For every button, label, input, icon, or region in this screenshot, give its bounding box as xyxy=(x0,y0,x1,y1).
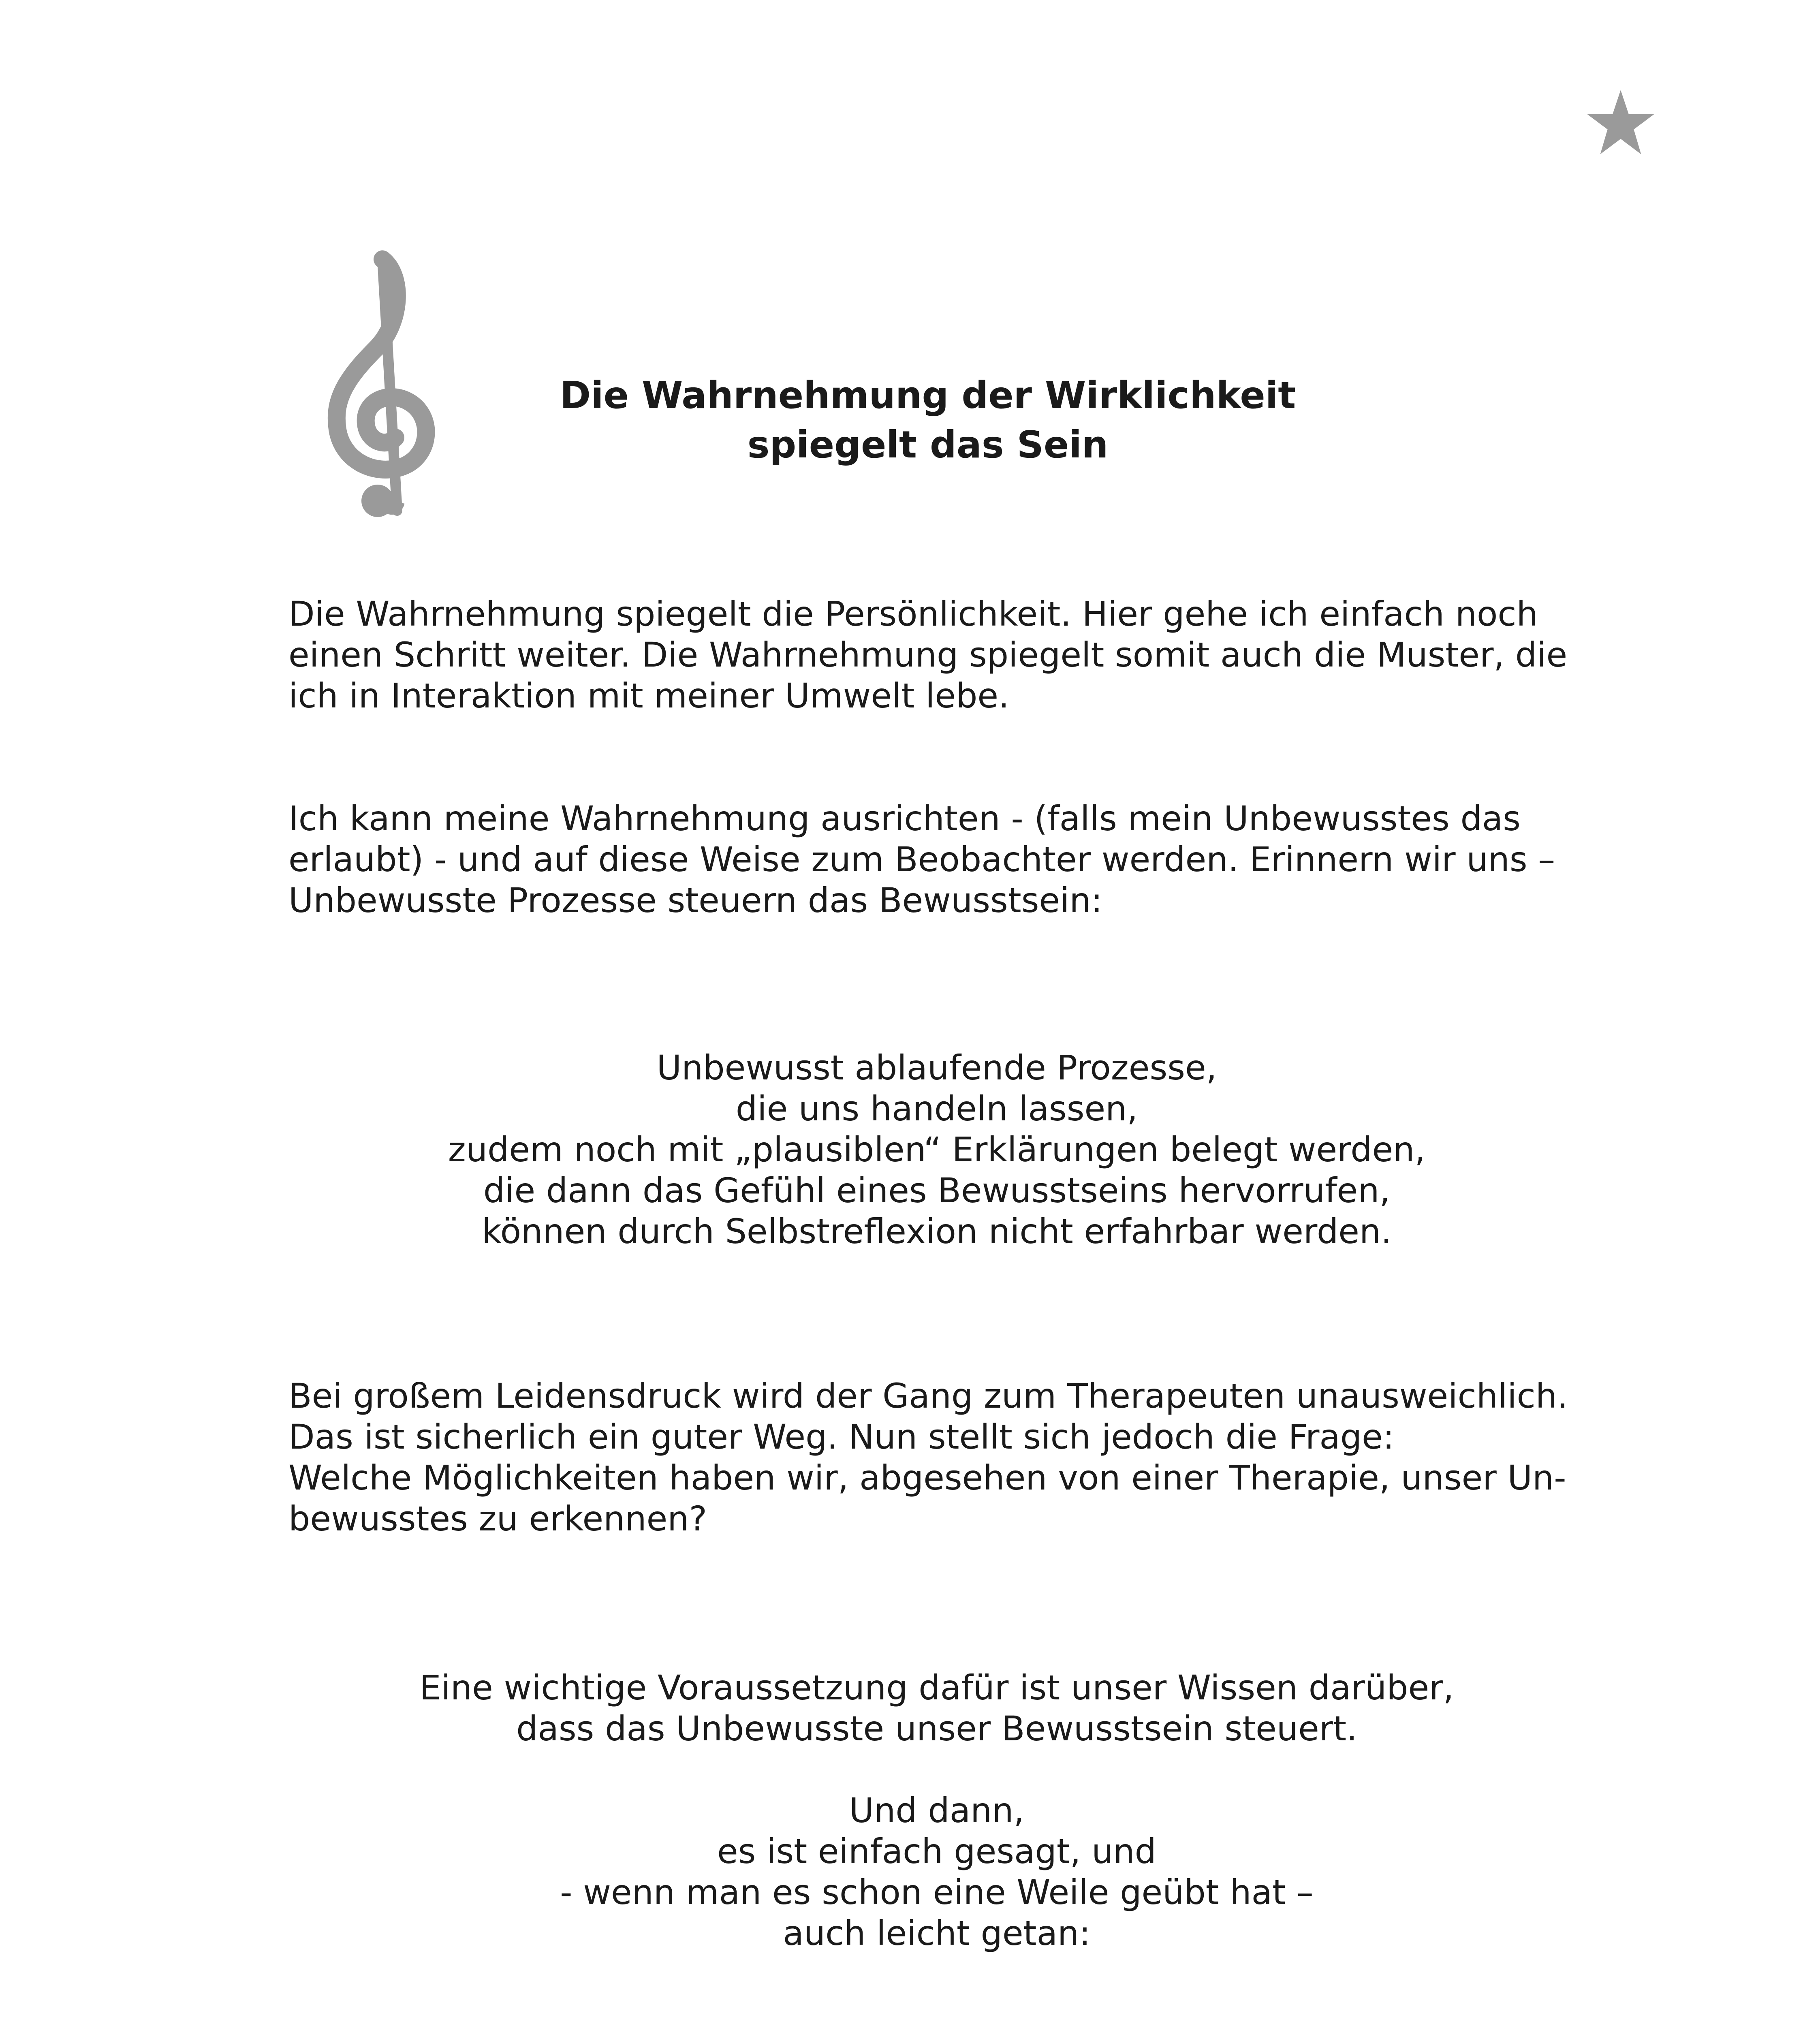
paragraph-3-line-4: bewusstes zu erkennen? xyxy=(288,1499,707,1539)
star-icon xyxy=(1584,87,1657,160)
paragraph-1-line-2: einen Schritt weiter. Die Wahrnehmung spiegelt somit auch die Muster, die xyxy=(288,635,1568,675)
quote-block-1 xyxy=(288,1047,1585,1252)
quote-2-line-2: dass das Unbewusste unser Bewusstsein steuert. xyxy=(516,1709,1357,1748)
quote-2-line-4: es ist einfach gesagt, und xyxy=(717,1832,1156,1871)
treble-clef-icon xyxy=(316,243,446,519)
paragraph-1 xyxy=(288,594,1585,716)
title-line-2: spiegelt das Sein xyxy=(747,423,1109,466)
paragraph-2 xyxy=(288,798,1585,921)
quote-block-2 xyxy=(288,1667,1585,1954)
paragraph-3 xyxy=(288,1376,1585,1539)
paragraph-2-line-3: Unbewusste Prozesse steuern das Bewusstsein: xyxy=(288,880,1103,920)
paragraph-3-line-3: Welche Möglichkeiten haben wir, abgesehen von einer Therapie, unser Un- xyxy=(288,1458,1566,1498)
paragraph-3-line-1: Bei großem Leidensdruck wird der Gang zum Therapeuten unausweichlich. xyxy=(288,1376,1568,1416)
paragraph-2-line-2: erlaubt) - und auf diese Weise zum Beobachter werden. Erinnern wir uns – xyxy=(288,840,1555,879)
quote-2-spacer xyxy=(288,1749,1585,1790)
quote-2-line-3: Und dann, xyxy=(849,1791,1025,1830)
quote-1-line-4: die dann das Gefühl eines Bewusstseins hervorrufen, xyxy=(483,1171,1391,1210)
paragraph-3-line-2: Das ist sicherlich ein guter Weg. Nun stellt sich jedoch die Frage: xyxy=(288,1417,1395,1457)
paragraph-2-line-1: Ich kann meine Wahrnehmung ausrichten - (falls mein Unbewusstes das xyxy=(288,799,1521,838)
quote-1-line-5: können durch Selbstreflexion nicht erfahrbar werden. xyxy=(482,1212,1392,1251)
quote-2-line-1: Eine wichtige Voraussetzung dafür ist unser Wissen darüber, xyxy=(419,1668,1454,1708)
quote-1-line-3: zudem noch mit „plausiblen“ Erklärungen belegt werden, xyxy=(448,1130,1426,1169)
page-title xyxy=(446,371,1410,470)
paragraph-1-line-1: Die Wahrnehmung spiegelt die Persönlichkeit. Hier gehe ich einfach noch xyxy=(288,594,1538,634)
quote-1-line-1: Unbewusst ablaufende Prozesse, xyxy=(656,1048,1217,1088)
quote-1-line-2: die uns handeln lassen, xyxy=(735,1089,1138,1128)
quote-2-line-5: - wenn man es schon eine Weile geübt hat – xyxy=(560,1872,1314,1912)
title-line-1: Die Wahrnehmung der Wirklichkeit xyxy=(560,374,1296,417)
paragraph-1-line-3: ich in Interaktion mit meiner Umwelt lebe. xyxy=(288,676,1009,716)
quote-2-line-6: auch leicht getan: xyxy=(783,1913,1091,1953)
